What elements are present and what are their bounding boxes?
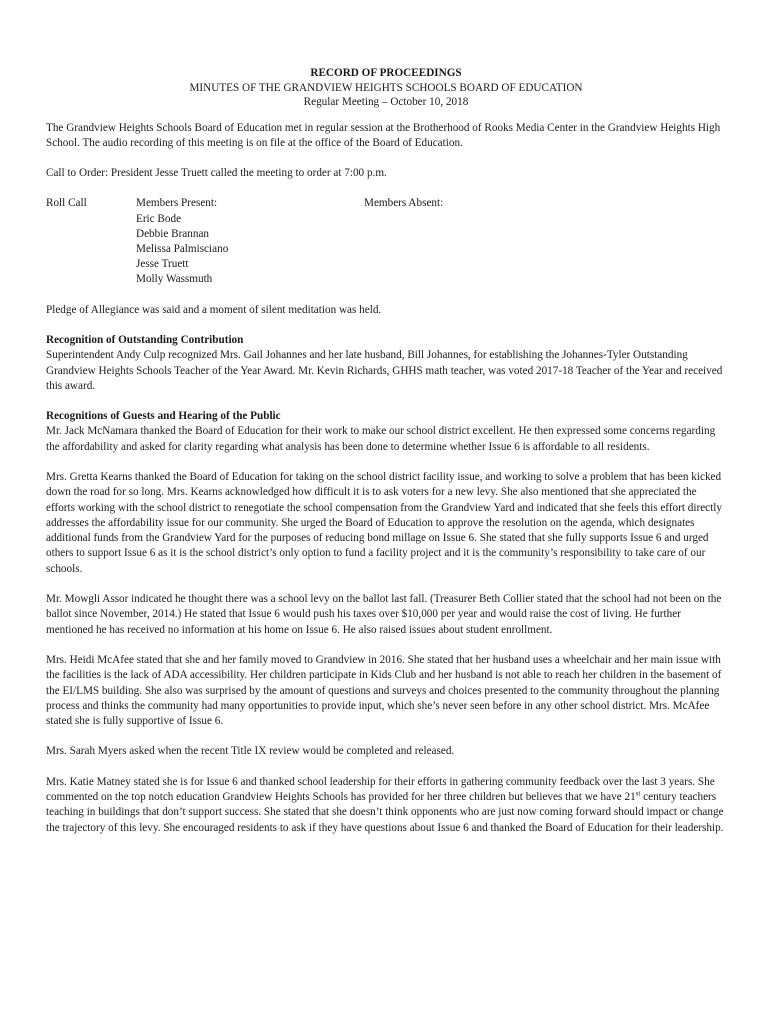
member-name: Molly Wassmuth [136, 273, 213, 286]
recognition-section [46, 333, 726, 394]
member-name: Eric Bode [136, 212, 182, 225]
public-paragraph-matney [46, 775, 726, 836]
intro-paragraph: The Grandview Heights Schools Board of Education met in regular session at the Brotherhood of Rooks Media Center in the Grandview Heights High School. The audio recording of this meeting is on file at the office of the Board of Education. [46, 121, 721, 149]
members-present [136, 196, 364, 287]
member-name: Melissa Palmisciano [136, 243, 229, 255]
public-paragraph-mcafee: Mrs. Heidi McAfee stated that she and her family moved to Grandview in 2016. She stated that her husband uses a wheelchair and her main issue with the facilities is the lack of ADA accessibility. Her children participate in Kids Club and her husband is not able to reach her children in the basement of the EI/LMS building. She also was surprised by the amount of questions and surveys and choices presented to the community throughout the planning process and thinks the community had many opportunities to provide input, which she’s never seen before in any other school district. Mrs. McAfee stated she is fully supportive of Issue 6. [46, 653, 722, 728]
document-header [46, 66, 726, 110]
member-name: Jesse Truett [136, 258, 189, 271]
members-absent-label: Members Absent: [364, 197, 444, 210]
pledge-paragraph: Pledge of Allegiance was said and a moment of silent meditation was held. [46, 303, 382, 316]
recognition-paragraph: Superintendent Andy Culp recognized Mrs. Gail Johannes and her late husband, Bill Johannes, for establishing the Johannes-Tyler Outstanding Grandview Heights Schools Teacher of the Year Award. Mr. Kevin Richards, GHHS math teacher, was voted 2017-18 Teacher of the Year and received this award. [46, 349, 723, 392]
member-name: Debbie Brannan [136, 227, 210, 240]
recognition-heading: Recognition of Outstanding Contribution [46, 333, 244, 346]
roll-call [46, 196, 726, 287]
public-heading: Recognitions of Guests and Hearing of the Public [46, 410, 281, 423]
public-paragraph-kearns: Mrs. Gretta Kearns thanked the Board of Education for taking on the school district facility issue, and working to solve a problem that has been kicked down the road for so long. Mrs. Kearns acknowledged how difficult it is to ask voters for a new levy. She also mentioned that she appreciated the efforts working with the school district to renegotiate the school compensation from the Grandview Yard and indicated that she feels this effort directly addresses the affordability issue for our community. She urged the Board of Education to approve the resolution on the agenda, which designates additional funds from the Grandview Yard for the purposes of reducing bond millage on Issue 6. She stated that she fully supports Issue 6 and urged others to support Issue 6 as it is the school district’s only option to fund a facility project and it is the community’s responsibility to take care of our schools. [46, 470, 722, 575]
call-to-order: Call to Order: President Jesse Truett called the meeting to order at 7:00 p.m. [46, 167, 387, 180]
matney-text-end: century teachers teaching in buildings that don’t support success. She stated that she doesn’t think opponents who are just now coming forward should impact or change the trajectory of this levy. She encouraged residents to ask if they have questions about Issue 6 and thanked the Board of Education for their leadership. [46, 791, 724, 834]
public-paragraph-myers: Mrs. Sarah Myers asked when the recent Title IX review would be completed and released. [46, 745, 455, 758]
members-present-label: Members Present: [136, 197, 218, 210]
meeting-date: Regular Meeting – October 10, 2018 [303, 96, 469, 108]
document-title: RECORD OF PROCEEDINGS [310, 67, 462, 79]
document-subtitle: MINUTES OF THE GRANDVIEW HEIGHTS SCHOOLS BOARD OF EDUCATION [189, 81, 583, 94]
public-paragraph-assor: Mr. Mowgli Assor indicated he thought there was a school levy on the ballot last fall. (Treasurer Beth Collier stated that the school had not been on the ballot since November, 2014.) He stated that Issue 6 would push his taxes over $10,000 per year and would raise the cost of living. He further mentioned he has received no information at his home on Issue 6. He also raised issues about student enrollment. [46, 593, 722, 636]
public-paragraph-mcnamara: Mr. Jack McNamara thanked the Board of Education for their work to make our school district excellent. He then expressed some concerns regarding the affordability and asked for clarity regarding what analysis has been done to determine whether Issue 6 is affordable to all residents. [46, 425, 716, 453]
minutes-page [46, 66, 726, 851]
ordinal-suffix: st [635, 789, 641, 798]
roll-call-label: Roll Call [46, 197, 87, 210]
public-section [46, 409, 726, 836]
matney-text-start: Mrs. Katie Matney stated she is for Issue 6 and thanked school leadership for their efforts in gathering community feedback over the last 3 years. She commented on the top notch education Grandview Heights Schools has provided for her three children but believes that we have 21 [46, 775, 715, 804]
